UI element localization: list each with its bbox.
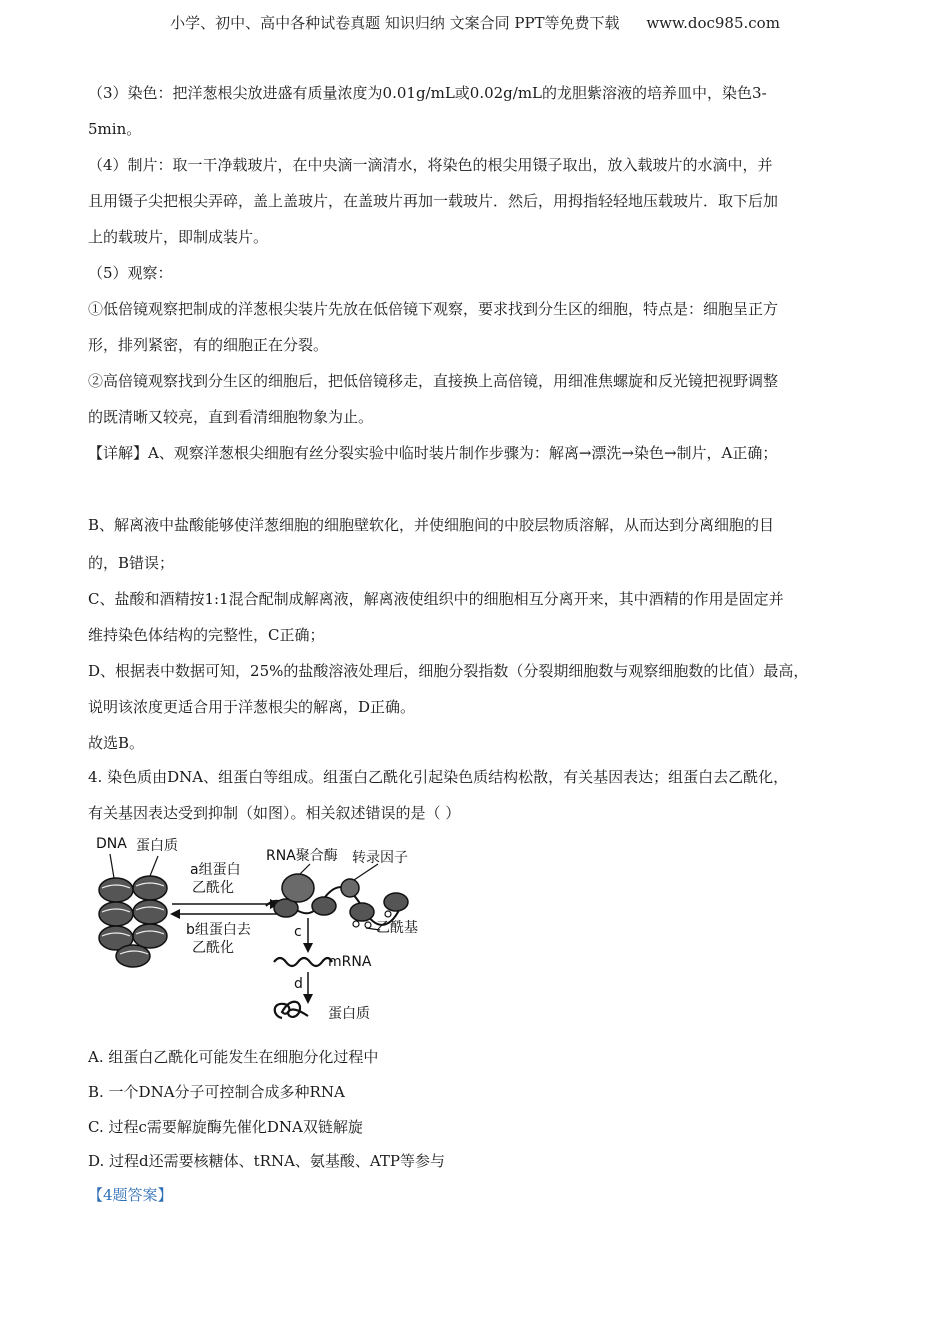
text-line: 且用镊子尖把根尖弄碎，盖上盖玻片，在盖玻片再加一载玻片．然后，用拇指轻轻地压载玻片．取下后加 xyxy=(88,192,779,210)
label-process-d: d xyxy=(294,976,303,992)
option-a: A. 组蛋白乙酰化可能发生在细胞分化过程中 xyxy=(88,1048,379,1066)
question-4-stem: 有关基因表达受到抑制（如图）。相关叙述错误的是（ ） xyxy=(88,804,461,822)
text-line: 的既清晰又较亮，直到看清细胞物象为止。 xyxy=(88,408,374,426)
text-line: 的，B错误； xyxy=(88,554,175,572)
text-line: ②高倍镜观察找到分生区的细胞后，把低倍镜移走，直接换上高倍镜，用细准焦螺旋和反光镜把视野调整 xyxy=(88,372,779,390)
text-line: D、根据表中数据可知，25%的盐酸溶液处理后，细胞分裂指数（分裂期细胞数与观察细胞数的比值）最高， xyxy=(88,662,809,680)
option-d: D. 过程d还需要核糖体、tRNA、氨基酸、ATP等参与 xyxy=(88,1152,446,1170)
text-line: （3）染色：把洋葱根尖放进盛有质量浓度为0.01g/mL或0.02g/mL的龙胆紫溶液的培养皿中，染色3- xyxy=(88,84,767,102)
text-line: 形，排列紧密，有的细胞正在分裂。 xyxy=(88,336,329,354)
label-deacetylation-line1: b组蛋白去 xyxy=(186,922,251,938)
label-process-c: c xyxy=(294,924,302,940)
answer-heading: 【4题答案】 xyxy=(88,1186,173,1204)
chromatin-diagram xyxy=(88,828,438,1038)
header-site[interactable]: www.doc985.com xyxy=(646,14,780,32)
label-rna-polymerase: RNA聚合酶 xyxy=(266,848,338,864)
header-text: 小学、初中、高中各种试卷真题 知识归纳 文案合同 PPT等免费下载 xyxy=(170,14,620,32)
label-acetylation-line2: 乙酰化 xyxy=(192,880,234,896)
label-protein-top: 蛋白质 xyxy=(136,838,178,854)
text-line: 5min。 xyxy=(88,120,142,138)
condensed-chromatin xyxy=(99,876,167,967)
text-line: 【详解】A、观察洋葱根尖细胞有丝分裂实验中临时装片制作步骤为：解离→漂洗→染色→制片，A正确； xyxy=(88,444,778,462)
label-transcription-factor: 转录因子 xyxy=(352,850,408,866)
label-acetylation-line1: a组蛋白 xyxy=(190,862,241,878)
question-4-stem: 4. 染色质由DNA、组蛋白等组成。组蛋白乙酰化引起染色质结构松散，有关基因表达；组蛋白去乙酰化， xyxy=(88,768,789,786)
page-header xyxy=(0,12,950,33)
option-b: B. 一个DNA分子可控制合成多种RNA xyxy=(88,1083,345,1101)
text-line: 维持染色体结构的完整性，C正确； xyxy=(88,626,325,644)
text-line: 故选B。 xyxy=(88,734,145,752)
text-line: （4）制片：取一干净载玻片，在中央滴一滴清水，将染色的根尖用镊子取出，放入载玻片的水滴中，并 xyxy=(88,156,773,174)
label-mrna: mRNA xyxy=(328,954,372,970)
label-acetyl-group: 乙酰基 xyxy=(376,920,418,936)
label-dna: DNA xyxy=(96,836,127,852)
label-deacetylation-line2: 乙酰化 xyxy=(192,940,234,956)
option-c: C. 过程c需要解旋酶先催化DNA双链解旋 xyxy=(88,1118,363,1136)
label-protein-bottom: 蛋白质 xyxy=(328,1006,370,1022)
text-line: C、盐酸和酒精按1:1混合配制成解离液，解离液使组织中的细胞相互分离开来，其中酒精的作用是固定并 xyxy=(88,590,784,608)
text-line: B、解离液中盐酸能够使洋葱细胞的细胞壁软化，并使细胞间的中胶层物质溶解，从而达到分离细胞的目 xyxy=(88,516,775,534)
text-line: 上的载玻片，即制成装片。 xyxy=(88,228,269,246)
text-line: （5）观察： xyxy=(88,264,173,282)
text-line: 说明该浓度更适合用于洋葱根尖的解离，D正确。 xyxy=(88,698,416,716)
text-line: ①低倍镜观察把制成的洋葱根尖装片先放在低倍镜下观察，要求找到分生区的细胞，特点是：细胞呈正方 xyxy=(88,300,779,318)
